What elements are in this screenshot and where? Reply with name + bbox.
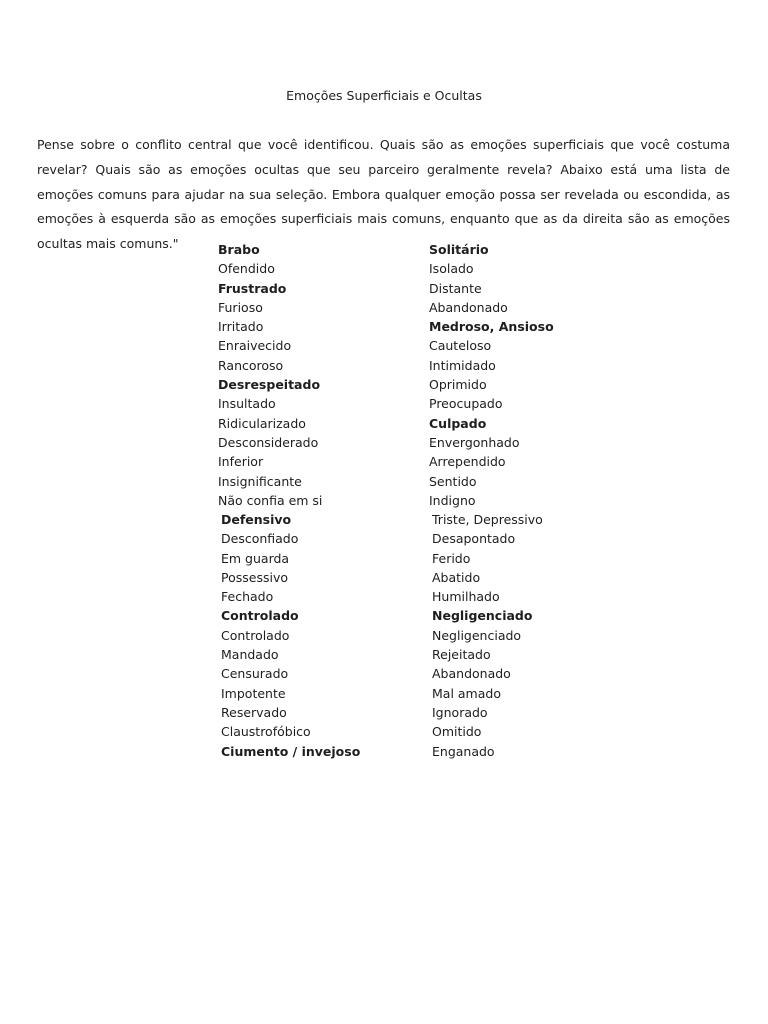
list-item: Rancoroso: [218, 357, 284, 373]
list-item: Mal amado: [432, 685, 501, 701]
list-item: Desconsiderado: [218, 434, 319, 450]
list-item: Impotente: [221, 685, 286, 701]
list-item: Abandonado: [429, 299, 508, 315]
list-item: Intimidado: [429, 357, 496, 373]
list-item: Arrependido: [429, 454, 506, 470]
list-item: Ofendido: [218, 261, 275, 277]
list-item: Rejeitado: [432, 647, 491, 663]
list-item: Ferido: [432, 550, 471, 566]
list-item: Desrespeitado: [218, 377, 321, 393]
list-item: Inferior: [218, 454, 264, 470]
list-item: Insultado: [218, 396, 276, 412]
list-item: Negligenciado: [432, 608, 533, 624]
list-item: Enraivecido: [218, 338, 292, 354]
intro-paragraph: Pense sobre o conflito central que você identificou. Quais são as emoções superficiais que você costuma revelar? Quais são as emoções ocultas que seu parceiro geralmente revela? Abaixo está uma lista de emoções comuns para ajudar na sua seleção. Embora qualquer emoção possa ser revelada ou escondida, as emoções à esquerda são as emoções superficiais mais comuns, enquanto que as da direita são as emoções ocultas mais comuns.": [37, 137, 730, 252]
list-item: Desconfiado: [221, 531, 299, 547]
list-item: Triste, Depressivo: [432, 512, 543, 527]
list-item: Medroso, Ansioso: [429, 319, 554, 335]
list-item: Irritado: [218, 319, 264, 335]
hidden-emotions-list-bottom: [432, 510, 543, 761]
surface-emotions-list-bottom: [221, 510, 360, 761]
list-item: Defensivo: [221, 512, 292, 527]
list-item: Sentido: [429, 473, 477, 489]
list-item: Ciumento / invejoso: [221, 743, 361, 759]
list-item: Desapontado: [432, 531, 516, 547]
list-item: Humilhado: [432, 589, 500, 605]
list-item: Frustrado: [218, 280, 287, 296]
list-item: Oprimido: [429, 377, 487, 393]
list-item: Fechado: [221, 589, 274, 605]
surface-emotions-list-top: [218, 240, 322, 510]
list-item: Indigno: [429, 492, 476, 508]
list-item: Abandonado: [432, 666, 511, 682]
list-item: Brabo: [218, 242, 260, 257]
list-item: Não confia em si: [218, 492, 323, 508]
list-item: Reservado: [221, 704, 287, 720]
hidden-emotions-list-top: [429, 240, 554, 510]
list-item: Possessivo: [221, 569, 288, 585]
list-item: Controlado: [221, 608, 299, 624]
list-item: Controlado: [221, 627, 290, 643]
list-item: Censurado: [221, 666, 289, 682]
list-item: Ignorado: [432, 704, 488, 720]
list-item: Negligenciado: [432, 627, 522, 643]
list-item: Claustrofóbico: [221, 724, 311, 740]
list-item: Em guarda: [221, 550, 290, 566]
list-item: Distante: [429, 280, 482, 296]
list-item: Enganado: [432, 743, 495, 759]
list-item: Abatido: [432, 569, 481, 585]
list-item: Insignificante: [218, 473, 302, 489]
list-item: Ridicularizado: [218, 415, 306, 431]
list-item: Solitário: [429, 242, 489, 257]
list-item: Culpado: [429, 415, 487, 431]
list-item: Cauteloso: [429, 338, 492, 354]
list-item: Envergonhado: [429, 434, 520, 450]
list-item: Omitido: [432, 724, 482, 740]
list-item: Mandado: [221, 647, 279, 663]
list-item: Preocupado: [429, 396, 503, 412]
page-title: Emoções Superficiais e Ocultas: [286, 88, 482, 103]
list-item: Furioso: [218, 299, 263, 315]
list-item: Isolado: [429, 261, 474, 277]
